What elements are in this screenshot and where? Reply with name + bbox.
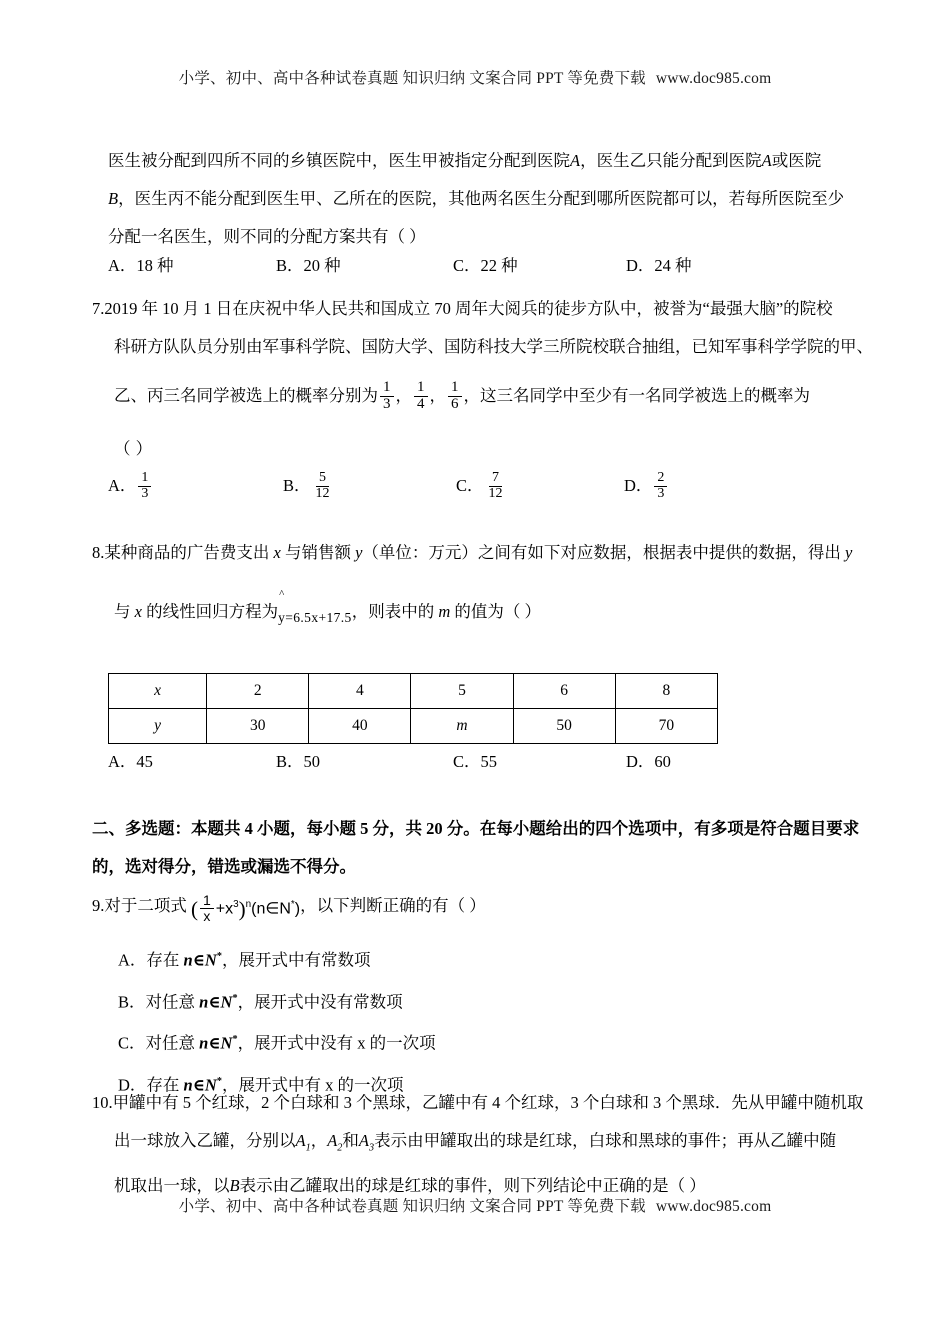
q8-var-y-2: y — [845, 543, 853, 562]
q8-option-a-text: 45 — [136, 752, 153, 771]
footer-watermark-url: www.doc985.com — [655, 1198, 772, 1215]
q9-prefix: 9.对于二项式 — [92, 895, 187, 915]
table-cell-x-4: 6 — [513, 674, 615, 709]
q7-probability-1: $\frac{1}{3}$ — [380, 380, 394, 412]
question-10-body — [92, 1084, 892, 1205]
q9-option-b-label: B． — [118, 992, 146, 1011]
q9-option-a-pre: 存在 — [146, 950, 184, 970]
q6-option-a[interactable] — [108, 252, 276, 276]
q10-line2-prefix: 出一球放入乙罐，分别以 — [114, 1131, 296, 1150]
binomial-x: x — [225, 900, 234, 918]
table-row-x — [109, 674, 718, 709]
q6-option-b[interactable] — [276, 252, 453, 276]
q8-option-a[interactable] — [108, 748, 276, 772]
q7-option-d-fraction: $\frac{2}{3}$ — [654, 471, 667, 501]
q9-option-d-post: ，展开式中有 x 的一次项 — [221, 1075, 404, 1094]
q7-option-c[interactable] — [456, 472, 624, 502]
q9-option-a[interactable]: A．存在 n∈N*，展开式中有常数项 — [118, 950, 371, 970]
q7-probability-3: $\frac{1}{6}$ — [448, 380, 462, 412]
binomial-condition-close: ) — [294, 900, 301, 918]
q9-option-d-pre: 存在 — [146, 1075, 184, 1094]
q6-option-b-text: 20 种 — [303, 256, 341, 275]
q6-option-d-label: D． — [626, 256, 655, 275]
binomial-x-power: 3 — [233, 899, 239, 910]
question-8-options — [108, 748, 671, 772]
q6-line1c-text: 或医院 — [771, 151, 822, 170]
question-6-body — [108, 142, 878, 256]
q6-line1b-text: ，医生乙只能分配到医院 — [580, 151, 762, 170]
binomial-condition-star: * — [290, 899, 295, 910]
question-7-answer-blank — [114, 430, 153, 468]
q7-option-c-label: C． — [456, 476, 484, 495]
q6-option-c[interactable] — [453, 252, 626, 276]
q10-event-a2: A — [327, 1131, 338, 1150]
q8-var-y-1: y — [355, 543, 363, 562]
question-10-line-1: 10.甲罐中有 5 个红球，2 个白球和 3 个黑球，乙罐中有 4 个红球，3 个白球和 3 个黑球．先从甲罐中随机取 — [92, 1093, 864, 1112]
q6-line3-text: 分配一名医生，则不同的分配方案共有（ ） — [108, 227, 426, 246]
q9-option-b[interactable]: B．对任意 n∈N*，展开式中没有常数项 — [118, 992, 403, 1011]
regression-equation — [278, 588, 352, 635]
q6-option-c-label: C． — [453, 256, 481, 275]
q7-option-c-fraction: $\frac{7}{12}$ — [488, 470, 503, 501]
table-cell-x-1: 2 — [207, 674, 309, 709]
q8-line1-prefix: 8.某种商品的广告费支出 — [92, 543, 270, 562]
question-7-line-2: 科研方队队员分别由军事科学院、国防大学、国防科技大学三所院校联合抽组，已知军事科学学院的甲、 — [114, 337, 873, 356]
q8-line2-prefix: 与 — [114, 602, 131, 621]
q6-option-c-text: 22 种 — [480, 256, 518, 275]
table-cell-x-3: 5 — [411, 674, 513, 709]
header-watermark — [0, 66, 950, 88]
q10-event-b: B — [229, 1176, 240, 1196]
regression-equation-text: y=6.5x+17.5 — [278, 610, 352, 625]
q7-option-b[interactable] — [283, 472, 456, 502]
q9-option-d-label: D． — [118, 1075, 147, 1094]
q7-option-b-label: B． — [283, 476, 311, 495]
q8-line2-mid: 的线性回归方程为 — [146, 602, 279, 621]
table-cell-y-1: 30 — [207, 709, 309, 744]
q8-line1-suffix: （单位：万元）之间有如下对应数据，根据表中提供的数据，得出 — [362, 543, 841, 562]
q8-line2-suffix: 的值为（ ） — [454, 602, 542, 621]
q7-probability-2: $\frac{1}{4}$ — [414, 380, 428, 412]
q8-option-a-label: A． — [108, 752, 137, 771]
q8-var-x-2: x — [134, 602, 142, 621]
question-6-options — [108, 252, 692, 276]
table-row-y — [109, 709, 718, 744]
section-2-heading — [92, 810, 892, 886]
q9-option-a-post: ，展开式中有常数项 — [221, 950, 371, 970]
q6-option-d-text: 24 种 — [654, 256, 692, 275]
q9-option-c-pre: 对任意 — [145, 1033, 200, 1053]
q10-line2-suffix: 表示由甲罐取出的球是红球，白球和黑球的事件；再从乙罐中随 — [374, 1131, 837, 1150]
q7-blank-paren: （ ） — [114, 439, 153, 458]
q8-line1-mid: 与销售额 — [284, 543, 351, 562]
q9-option-d-nsym: n∈N — [183, 1075, 217, 1094]
q10-line3-prefix: 机取出一球，以 — [114, 1176, 230, 1196]
table-rowhead-y: y — [109, 709, 207, 744]
question-6-line-2 — [108, 180, 878, 218]
table-cell-y-5: 70 — [615, 709, 717, 744]
q7-option-b-fraction: $\frac{5}{12}$ — [315, 470, 330, 501]
q9-option-c-post: ，展开式中没有 x 的一次项 — [237, 1033, 436, 1053]
q8-option-b-text: 50 — [303, 752, 321, 771]
footer-watermark — [0, 1194, 950, 1216]
q9-option-c-label: C． — [118, 1033, 146, 1053]
q8-option-b-label: B． — [276, 752, 304, 771]
q8-option-b[interactable] — [276, 748, 453, 772]
question-9-options — [118, 938, 818, 1104]
q7-option-a[interactable] — [108, 472, 283, 502]
q7-line3-prefix: 乙、丙三名同学被选上的概率分别为 — [114, 386, 378, 405]
question-7-body — [92, 290, 882, 366]
q8-var-x-1: x — [273, 543, 281, 562]
q9-suffix: ，以下判断正确的有（ ） — [300, 895, 486, 915]
header-watermark-text: 小学、初中、高中各种试卷真题 知识归纳 文案合同 PPT 等免费下载 — [178, 70, 646, 87]
section-2-heading-line-1: 二、多选题：本题共 4 小题，每小题 5 分，共 20 分。在每小题给出的四个选项中，有多项是符合题目要求 — [92, 819, 860, 838]
q9-option-c[interactable]: C．对任意 n∈N*，展开式中没有 x 的一次项 — [118, 1033, 436, 1053]
regression-data-table — [108, 673, 718, 744]
q6-hospital-b: B — [108, 189, 119, 208]
q9-option-d[interactable]: D．存在 n∈N*，展开式中有 x 的一次项 — [118, 1075, 404, 1094]
question-7-line-3: 乙、丙三名同学被选上的概率分别为 $\frac{1}{3}$ ， $\frac{1}{4}$ ， $\frac{1}{6}$ ，这三名同学中至少有一名同学被选上的概率为 — [114, 379, 810, 412]
q7-option-d[interactable] — [624, 472, 669, 502]
question-10-line-2: 出一球放入乙罐，分别以$A_1$，$A_2$和$A_3$表示由甲罐取出的球是红球，白球和黑球的事件；再从乙罐中随 — [114, 1131, 837, 1154]
q6-line2-text: ，医生丙不能分配到医生甲、乙所在的医院，其他两名医生分配到哪所医院都可以，若每所医院至少 — [118, 189, 845, 208]
question-9-stem — [92, 890, 792, 924]
q6-line1-text: 医生被分配到四所不同的乡镇医院中，医生甲被指定分配到医院 — [108, 151, 570, 170]
header-watermark-url: www.doc985.com — [655, 70, 772, 87]
q7-option-a-fraction: $\frac{1}{3}$ — [138, 471, 151, 501]
q8-option-c-label: C． — [453, 752, 481, 771]
regression-hat-icon: ^ — [279, 588, 285, 600]
q8-var-m: m — [438, 602, 451, 621]
binomial-expression: ( $\frac{1}{x}$ $+x^3)^n(n\in N^*)$ — [191, 892, 301, 924]
question-6-line-1 — [108, 142, 878, 180]
q8-option-c[interactable] — [453, 748, 626, 772]
q9-option-b-post: ，展开式中没有常数项 — [237, 992, 403, 1011]
binomial-fraction: $\frac{1}{x}$ — [200, 893, 214, 923]
table-rowhead-x: x — [109, 674, 207, 709]
question-7-options — [108, 472, 669, 502]
q7-line3-suffix: 这三名同学中至少有一名同学被选上的概率为 — [480, 386, 810, 405]
q9-option-c-nsym: n∈N — [199, 1033, 233, 1053]
q6-hospital-a2: A — [761, 151, 772, 170]
q8-option-d-text: 60 — [654, 752, 671, 771]
table-cell-x-5: 8 — [615, 674, 717, 709]
footer-watermark-text: 小学、初中、高中各种试卷真题 知识归纳 文案合同 PPT 等免费下载 — [178, 1198, 646, 1215]
q7-option-a-label: A． — [108, 476, 137, 495]
q8-option-d-label: D． — [626, 752, 655, 771]
q6-option-b-label: B． — [276, 256, 304, 275]
binomial-condition: (n∈N — [251, 900, 291, 918]
q7-option-d-label: D． — [624, 476, 653, 495]
q8-option-d[interactable] — [626, 748, 671, 772]
table-cell-x-2: 4 — [309, 674, 411, 709]
q9-option-b-pre: 对任意 — [145, 992, 200, 1011]
q10-event-a3: A — [358, 1131, 369, 1150]
q8-option-c-text: 55 — [480, 752, 498, 771]
section-2-heading-line-2: 的，选对得分，错选或漏选不得分。 — [92, 857, 356, 876]
q9-option-a-nsym: n∈N — [183, 950, 217, 970]
q6-option-a-text: 18 种 — [136, 256, 174, 275]
table-cell-y-2: 40 — [309, 709, 411, 744]
q6-option-d[interactable] — [626, 252, 692, 276]
q6-option-a-label: A． — [108, 256, 137, 275]
binomial-n-power: n — [245, 899, 252, 910]
question-7-line-1: 7.2019 年 10 月 1 日在庆祝中华人民共和国成立 70 周年大阅兵的徒步方队中，被誉为“最强大脑”的院校 — [92, 299, 833, 318]
question-6-line-3 — [108, 218, 878, 256]
q6-hospital-a1: A — [570, 151, 581, 170]
table-cell-y-4: 50 — [513, 709, 615, 744]
table-cell-y-3: m — [411, 709, 513, 744]
binomial-plus: + — [215, 900, 226, 918]
q9-option-a-label: A． — [118, 950, 147, 970]
question-8-line-2 — [114, 588, 814, 630]
question-8-line-1 — [92, 534, 892, 572]
q10-line3-suffix: 表示由乙罐取出的球是红球的事件，则下列结论中正确的是（ ） — [239, 1176, 706, 1196]
q10-event-a1: A — [295, 1131, 306, 1150]
q9-option-b-nsym: n∈N — [199, 992, 233, 1011]
q8-line2-mid2: ，则表中的 — [351, 602, 435, 621]
